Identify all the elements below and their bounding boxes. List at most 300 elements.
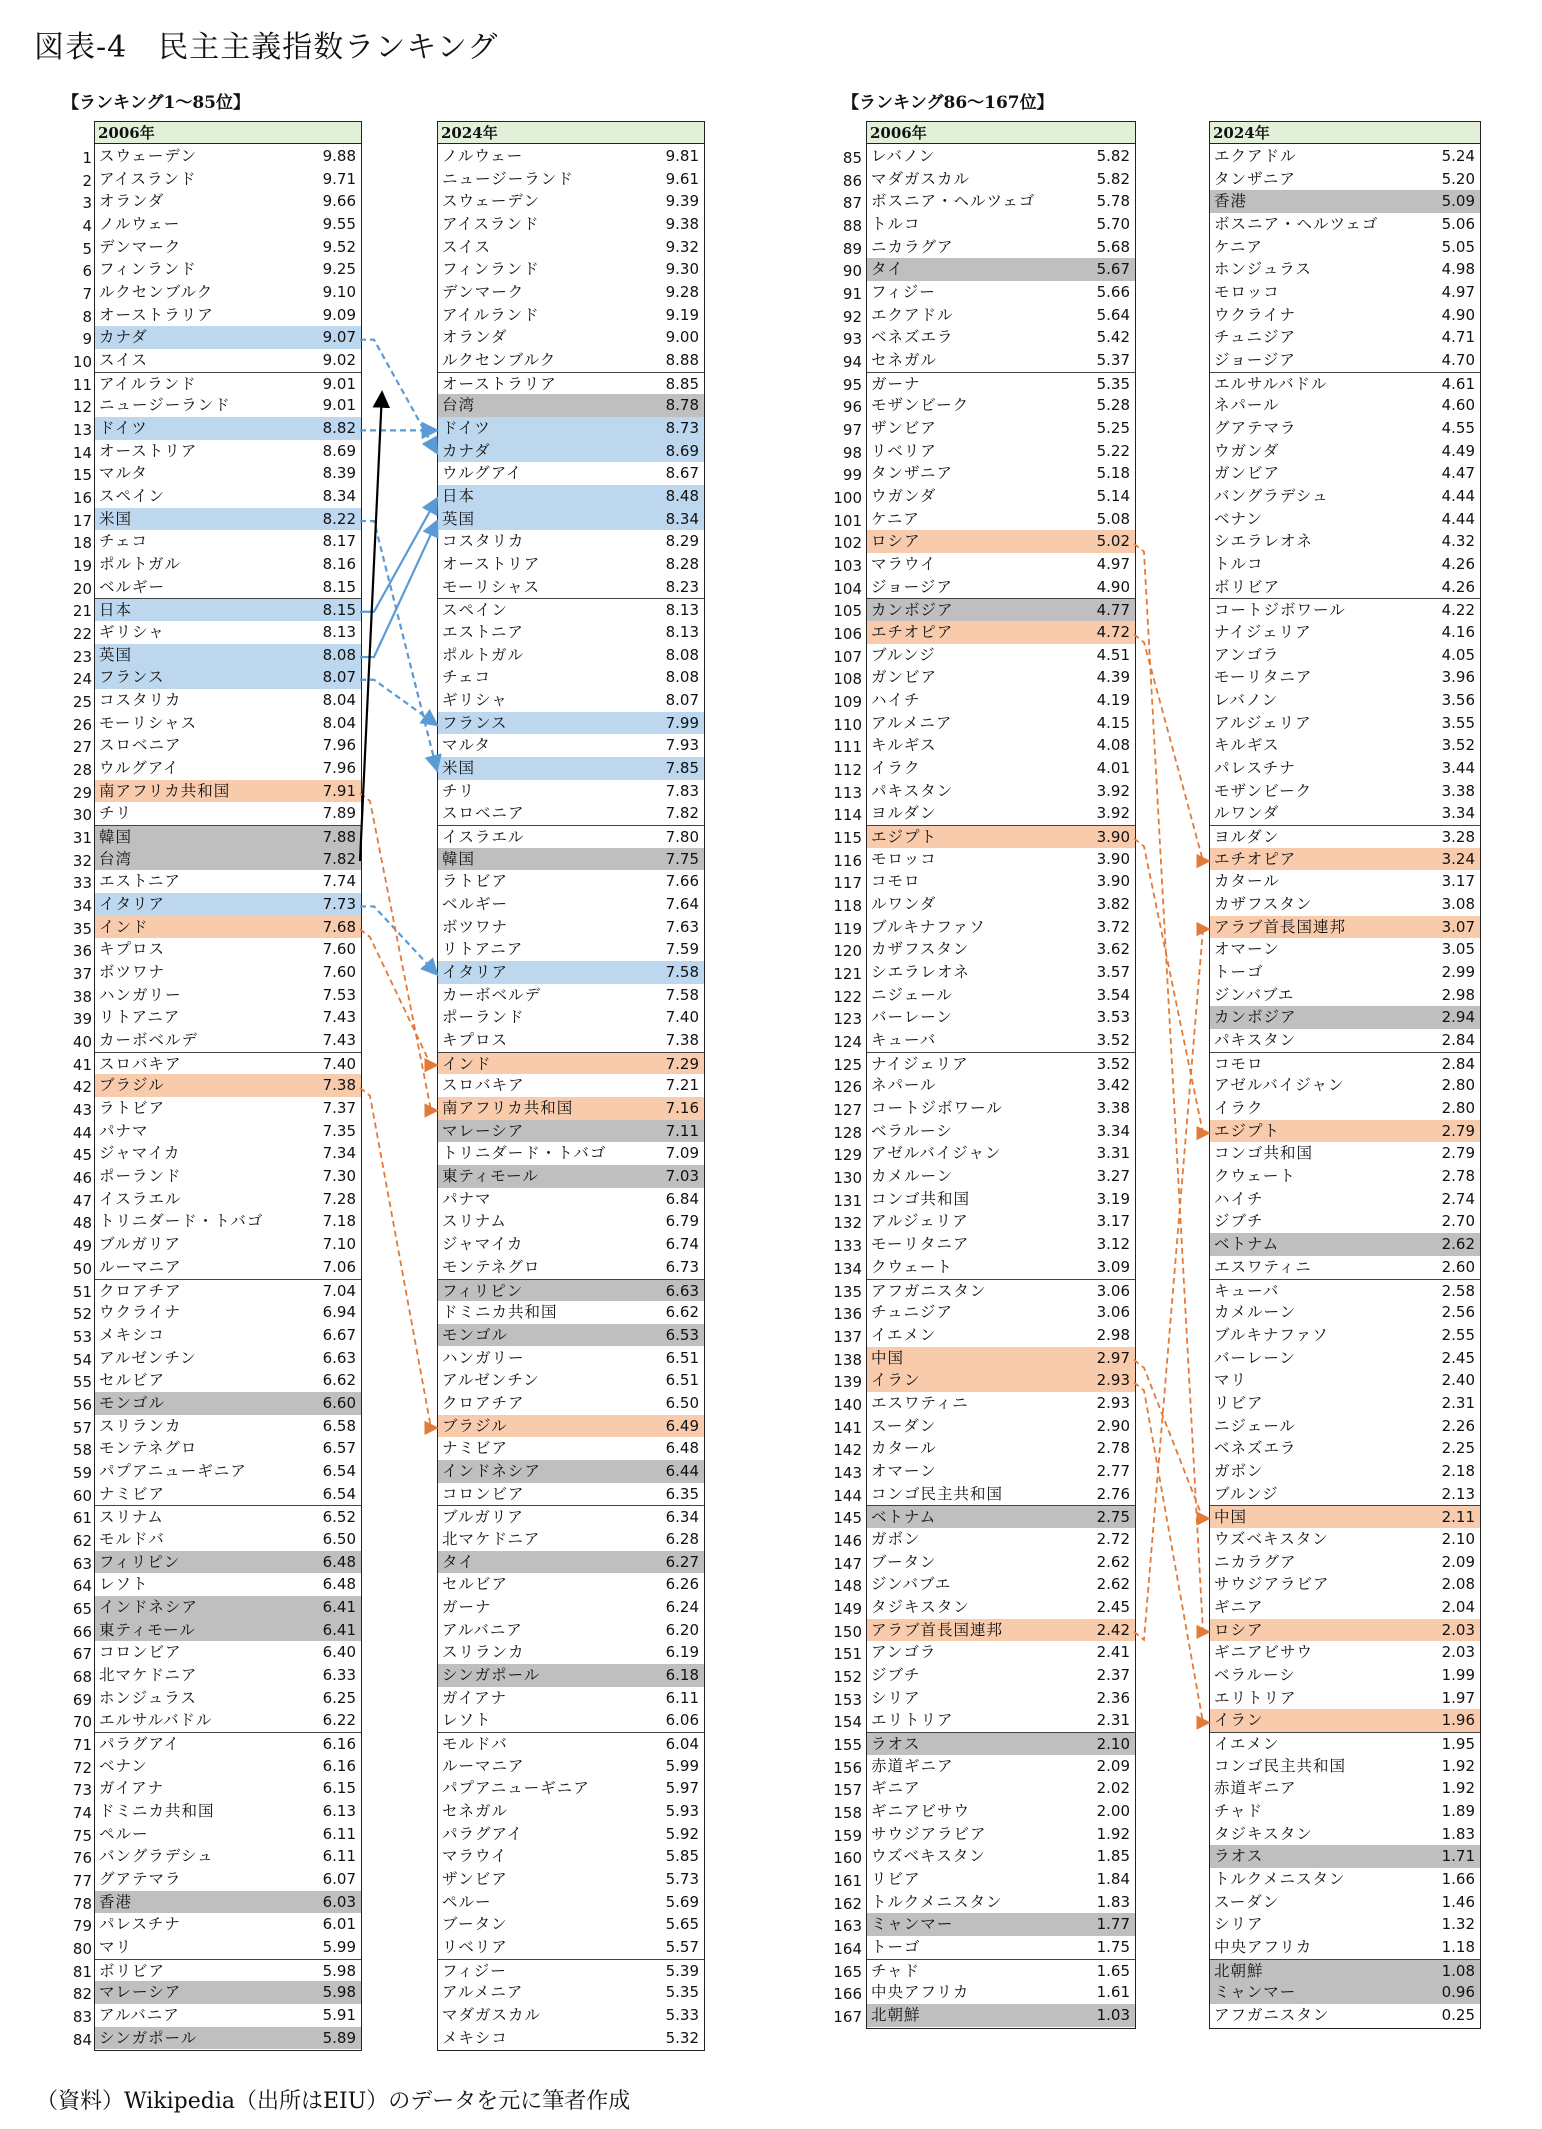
table-header-year: 2006年 xyxy=(95,122,361,144)
rank-number: 109 xyxy=(833,693,862,712)
index-score: 2.70 xyxy=(1441,1212,1475,1231)
rank-number: 28 xyxy=(72,761,92,780)
index-score: 3.19 xyxy=(1096,1189,1130,1208)
country-name: 東ティモール xyxy=(442,1167,539,1186)
index-score: 3.42 xyxy=(1096,1076,1130,1095)
country-name: アイスランド xyxy=(442,215,540,233)
country-name: スウェーデン xyxy=(442,192,541,211)
index-score: 4.60 xyxy=(1441,396,1475,415)
index-score: 7.43 xyxy=(322,1031,356,1050)
rank-number: 83 xyxy=(72,2007,92,2026)
country-name: レバノン xyxy=(871,147,936,165)
country-name: ボリビア xyxy=(99,1961,166,1980)
rank-number: 77 xyxy=(72,1871,92,1890)
index-score: 4.98 xyxy=(1441,260,1475,279)
country-name: ニジェール xyxy=(1214,1416,1296,1435)
index-score: 3.90 xyxy=(1096,849,1130,868)
country-name: アイスランド xyxy=(99,169,197,188)
country-name: ネパール xyxy=(871,1076,937,1095)
index-score: 5.66 xyxy=(1096,283,1130,302)
country-name: スペイン xyxy=(442,601,509,620)
country-name: リビア xyxy=(1214,1393,1264,1412)
country-name: インド xyxy=(442,1054,492,1073)
rank-number: 148 xyxy=(833,1577,862,1596)
index-score: 9.88 xyxy=(322,147,356,165)
rank-number: 14 xyxy=(72,443,92,462)
index-score: 6.11 xyxy=(665,1688,699,1707)
country-name: アンゴラ xyxy=(1214,645,1280,664)
country-name: ルクセンブルク xyxy=(442,351,557,370)
country-name: カナダ xyxy=(99,328,148,347)
country-name: グアテマラ xyxy=(99,1869,182,1888)
index-score: 6.11 xyxy=(322,1847,356,1866)
index-score: 9.28 xyxy=(665,283,699,302)
index-score: 6.16 xyxy=(322,1734,356,1753)
index-score: 3.28 xyxy=(1441,828,1475,847)
index-score: 2.93 xyxy=(1096,1393,1130,1412)
page-title: 図表-4 民主主義指数ランキング xyxy=(34,30,499,65)
rank-number: 108 xyxy=(833,670,862,689)
country-name: エジプト xyxy=(871,828,938,847)
country-name: ヨルダン xyxy=(871,804,937,823)
index-score: 2.00 xyxy=(1096,1801,1130,1820)
rank-number: 73 xyxy=(72,1781,92,1800)
country-name: アルジェリア xyxy=(1214,713,1312,732)
country-name: ガイアナ xyxy=(442,1688,508,1707)
rank-number: 106 xyxy=(833,625,862,644)
rank-number: 130 xyxy=(833,1169,862,1188)
index-score: 5.20 xyxy=(1441,169,1475,188)
rank-number: 125 xyxy=(833,1055,862,1074)
index-score: 2.11 xyxy=(1441,1508,1475,1527)
country-name: ジブチ xyxy=(871,1665,921,1684)
index-score: 1.96 xyxy=(1441,1711,1475,1730)
country-name: シンガポール xyxy=(99,2028,198,2047)
rank-number: 58 xyxy=(72,1441,92,1460)
country-name: スロバキア xyxy=(99,1054,182,1073)
index-score: 7.03 xyxy=(665,1167,699,1186)
rank-number: 164 xyxy=(833,1939,862,1958)
index-score: 5.24 xyxy=(1441,147,1475,165)
rank-number: 79 xyxy=(72,1917,92,1936)
index-score: 9.52 xyxy=(322,237,356,256)
index-score: 7.34 xyxy=(322,1144,356,1163)
rank-number: 123 xyxy=(833,1010,862,1029)
country-name: モーリタニア xyxy=(871,1235,970,1254)
country-name: トルクメニスタン xyxy=(871,1892,1003,1911)
index-score: 4.26 xyxy=(1441,577,1475,596)
rank-number: 159 xyxy=(833,1826,862,1845)
rank-number: 59 xyxy=(72,1463,92,1482)
country-name: アルジェリア xyxy=(871,1212,969,1231)
country-name: ジブチ xyxy=(1214,1212,1264,1231)
country-name: 北マケドニア xyxy=(442,1529,541,1548)
country-name: イスラエル xyxy=(442,828,525,847)
country-name: トーゴ xyxy=(871,1937,921,1956)
country-name: ガーナ xyxy=(871,374,921,393)
rank-number: 87 xyxy=(842,194,862,213)
country-name: イエメン xyxy=(1214,1734,1280,1753)
country-name: ネパール xyxy=(1214,396,1280,415)
country-name: ガーナ xyxy=(442,1597,492,1616)
index-score: 2.62 xyxy=(1441,1235,1475,1254)
country-name: メキシコ xyxy=(442,2028,508,2047)
rank-number: 121 xyxy=(833,965,862,984)
country-name: ペルー xyxy=(99,1824,149,1843)
index-score: 7.75 xyxy=(665,849,699,868)
country-name: エクアドル xyxy=(871,305,954,324)
table-header-year: 2006年 xyxy=(867,122,1135,144)
country-name: マリ xyxy=(99,1937,133,1956)
index-score: 2.98 xyxy=(1441,985,1475,1004)
index-score: 9.38 xyxy=(665,215,699,233)
index-score: 5.35 xyxy=(1096,374,1130,393)
country-name: エスワティニ xyxy=(1214,1257,1312,1276)
country-name: パキスタン xyxy=(1214,1031,1297,1050)
index-score: 5.39 xyxy=(665,1961,699,1980)
country-name: ハイチ xyxy=(1214,1189,1264,1208)
index-score: 1.77 xyxy=(1096,1915,1130,1934)
country-name: 中央アフリカ xyxy=(871,1983,970,2002)
index-score: 7.38 xyxy=(322,1076,356,1095)
rank-number: 89 xyxy=(842,239,862,258)
country-name: ブータン xyxy=(871,1552,937,1571)
index-score: 5.69 xyxy=(665,1892,699,1911)
index-score: 5.97 xyxy=(665,1779,699,1798)
rank-number: 42 xyxy=(72,1078,92,1097)
index-score: 6.63 xyxy=(322,1348,356,1367)
country-name: モルドバ xyxy=(99,1529,165,1548)
index-score: 5.06 xyxy=(1441,215,1475,233)
index-score: 5.18 xyxy=(1096,464,1130,483)
index-score: 4.15 xyxy=(1096,713,1130,732)
country-name: マルタ xyxy=(442,736,491,755)
index-score: 6.06 xyxy=(665,1711,699,1730)
country-name: アルバニア xyxy=(99,2005,180,2024)
rank-number: 119 xyxy=(833,919,862,938)
country-name: パプアニューギニア xyxy=(442,1779,590,1798)
country-name: 韓国 xyxy=(99,828,133,847)
index-score: 7.74 xyxy=(322,872,356,891)
country-name: ジャマイカ xyxy=(442,1235,524,1254)
rank-number: 110 xyxy=(833,715,862,734)
country-name: ギニア xyxy=(871,1779,921,1798)
index-score: 5.99 xyxy=(665,1756,699,1775)
country-name: オマーン xyxy=(871,1461,937,1480)
index-score: 5.70 xyxy=(1096,215,1130,233)
country-name: スペイン xyxy=(99,487,166,506)
index-score: 6.58 xyxy=(322,1416,356,1435)
index-score: 6.51 xyxy=(665,1371,699,1390)
rank-number: 49 xyxy=(72,1237,92,1256)
index-score: 8.08 xyxy=(665,668,699,687)
index-score: 2.94 xyxy=(1441,1008,1475,1027)
index-score: 1.84 xyxy=(1096,1869,1130,1888)
index-score: 3.44 xyxy=(1441,759,1475,778)
index-score: 8.16 xyxy=(322,555,356,574)
index-score: 5.02 xyxy=(1096,532,1130,551)
index-score: 3.52 xyxy=(1096,1054,1130,1073)
country-name: デンマーク xyxy=(442,283,525,302)
rank-number: 52 xyxy=(72,1305,92,1324)
index-score: 6.73 xyxy=(665,1257,699,1276)
index-score: 6.44 xyxy=(665,1461,699,1480)
country-name: シエラレオネ xyxy=(1214,532,1313,551)
country-name: リビア xyxy=(871,1869,921,1888)
index-score: 8.78 xyxy=(665,396,699,415)
country-name: 韓国 xyxy=(442,849,476,868)
country-name: セネガル xyxy=(871,351,938,370)
index-score: 8.28 xyxy=(665,555,699,574)
index-score: 5.57 xyxy=(665,1937,699,1956)
country-name: キルギス xyxy=(871,736,937,755)
country-name: ブルキナファソ xyxy=(1214,1325,1329,1344)
country-name: エチオピア xyxy=(871,623,954,642)
index-score: 5.33 xyxy=(665,2005,699,2024)
country-name: チュニジア xyxy=(871,1303,954,1322)
country-name: ジョージア xyxy=(1214,351,1296,370)
index-score: 6.50 xyxy=(665,1393,699,1412)
index-score: 2.62 xyxy=(1096,1552,1130,1571)
country-name: フィジー xyxy=(871,283,936,302)
country-name: フィリピン xyxy=(99,1552,181,1571)
country-name: ベルギー xyxy=(442,895,509,914)
index-score: 2.76 xyxy=(1096,1484,1130,1503)
country-name: 北朝鮮 xyxy=(1214,1961,1264,1980)
country-name: ジョージア xyxy=(871,577,953,596)
country-name: フィリピン xyxy=(442,1281,524,1300)
country-name: エクアドル xyxy=(1214,147,1297,165)
country-name: 台湾 xyxy=(442,396,476,415)
index-score: 5.64 xyxy=(1096,305,1130,324)
country-name: ラトビア xyxy=(99,1099,166,1118)
index-score: 7.66 xyxy=(665,872,699,891)
index-score: 7.29 xyxy=(665,1054,699,1073)
country-name: カメルーン xyxy=(1214,1303,1297,1322)
index-score: 8.39 xyxy=(322,464,356,483)
country-name: サウジアラビア xyxy=(1214,1575,1330,1594)
country-name: カンボジア xyxy=(1214,1008,1297,1027)
country-name: イタリア xyxy=(442,963,509,982)
rank-number: 11 xyxy=(72,375,92,394)
country-name: リベリア xyxy=(871,441,937,460)
arrow-orange xyxy=(360,793,437,1110)
index-score: 2.42 xyxy=(1096,1620,1130,1639)
country-name: ボスニア・ヘルツェゴ xyxy=(1214,215,1379,233)
rank-number: 7 xyxy=(82,285,92,304)
index-score: 2.31 xyxy=(1096,1711,1130,1730)
rank-number: 141 xyxy=(833,1418,862,1437)
rank-number: 165 xyxy=(833,1962,862,1981)
country-name: コートジボワール xyxy=(1214,601,1346,620)
rank-number: 57 xyxy=(72,1418,92,1437)
index-score: 2.56 xyxy=(1441,1303,1475,1322)
country-name: デンマーク xyxy=(99,237,182,256)
country-name: トルコ xyxy=(871,215,921,233)
index-score: 7.53 xyxy=(322,985,356,1004)
country-name: ケニア xyxy=(871,509,920,528)
index-score: 1.66 xyxy=(1441,1869,1475,1888)
arrow-blue xyxy=(360,680,437,725)
index-score: 6.57 xyxy=(322,1439,356,1458)
country-name: ギニアビサウ xyxy=(871,1801,971,1820)
rank-number: 95 xyxy=(842,375,862,394)
country-name: パレスチナ xyxy=(99,1915,181,1934)
index-score: 7.83 xyxy=(665,781,699,800)
index-score: 5.37 xyxy=(1096,351,1130,370)
index-score: 2.58 xyxy=(1441,1281,1475,1300)
index-score: 7.64 xyxy=(665,895,699,914)
index-score: 8.08 xyxy=(665,645,699,664)
index-score: 6.01 xyxy=(322,1915,356,1934)
index-score: 7.28 xyxy=(322,1189,356,1208)
rank-number: 72 xyxy=(72,1758,92,1777)
country-name: イタリア xyxy=(99,895,166,914)
index-score: 7.60 xyxy=(322,940,356,959)
index-score: 2.99 xyxy=(1441,963,1475,982)
country-name: モーリシャス xyxy=(99,713,198,732)
rank-number: 63 xyxy=(72,1554,92,1573)
index-score: 7.09 xyxy=(665,1144,699,1163)
index-score: 1.18 xyxy=(1441,1937,1475,1956)
rank-number: 113 xyxy=(833,783,862,802)
index-score: 1.65 xyxy=(1096,1961,1130,1980)
country-name: カタール xyxy=(1214,872,1280,891)
arrow-black xyxy=(360,392,382,861)
country-name: カンボジア xyxy=(871,601,954,620)
rank-number: 116 xyxy=(833,851,862,870)
index-score: 5.93 xyxy=(665,1801,699,1820)
index-score: 7.38 xyxy=(665,1031,699,1050)
country-name: セルビア xyxy=(99,1371,166,1390)
index-score: 4.22 xyxy=(1441,601,1475,620)
rank-number: 139 xyxy=(833,1373,862,1392)
country-name: クウェート xyxy=(871,1257,953,1276)
index-score: 2.77 xyxy=(1096,1461,1130,1480)
rank-number: 84 xyxy=(72,2030,92,2049)
country-name: イスラエル xyxy=(99,1189,182,1208)
index-score: 8.88 xyxy=(665,351,699,370)
rank-number: 86 xyxy=(842,171,862,190)
country-name: ナミビア xyxy=(442,1439,509,1458)
index-score: 5.28 xyxy=(1096,396,1130,415)
index-score: 1.95 xyxy=(1441,1734,1475,1753)
country-name: パナマ xyxy=(442,1189,492,1208)
index-score: 6.60 xyxy=(322,1393,356,1412)
index-score: 1.92 xyxy=(1096,1824,1130,1843)
country-name: ペルー xyxy=(442,1892,492,1911)
country-name: マリ xyxy=(1214,1371,1248,1390)
rank-number: 143 xyxy=(833,1463,862,1482)
index-score: 3.06 xyxy=(1096,1303,1130,1322)
index-score: 1.71 xyxy=(1441,1847,1475,1866)
arrow-orange xyxy=(360,1088,437,1428)
index-score: 3.96 xyxy=(1441,668,1475,687)
country-name: オーストリア xyxy=(99,441,198,460)
index-score: 3.17 xyxy=(1441,872,1475,891)
rank-number: 26 xyxy=(72,715,92,734)
country-name: ベラルーシ xyxy=(871,1121,953,1140)
rank-number: 60 xyxy=(72,1486,92,1505)
country-name: モザンビーク xyxy=(871,396,970,415)
rank-number: 144 xyxy=(833,1486,862,1505)
index-score: 4.90 xyxy=(1441,305,1475,324)
country-name: ギニア xyxy=(1214,1597,1264,1616)
country-name: リベリア xyxy=(442,1937,508,1956)
country-name: キルギス xyxy=(1214,736,1280,755)
country-name: モロッコ xyxy=(871,849,937,868)
index-score: 3.92 xyxy=(1096,781,1130,800)
country-name: コロンビア xyxy=(99,1643,182,1662)
index-score: 2.13 xyxy=(1441,1484,1475,1503)
country-name: カーボベルデ xyxy=(99,1031,199,1050)
rank-number: 81 xyxy=(72,1962,92,1981)
index-score: 4.01 xyxy=(1096,759,1130,778)
country-name: ブルキナファソ xyxy=(871,917,986,936)
index-score: 3.34 xyxy=(1096,1121,1130,1140)
rank-number: 78 xyxy=(72,1894,92,1913)
country-name: スロバキア xyxy=(442,1076,525,1095)
index-score: 5.98 xyxy=(322,1983,356,2002)
index-score: 3.06 xyxy=(1096,1281,1130,1300)
index-score: 2.60 xyxy=(1441,1257,1475,1276)
country-name: 中央アフリカ xyxy=(1214,1937,1313,1956)
country-name: パレスチナ xyxy=(1214,759,1296,778)
country-name: モンゴル xyxy=(99,1393,166,1412)
country-name: フィジー xyxy=(442,1961,507,1980)
left-section-label: 【ランキング1～85位】 xyxy=(62,93,250,113)
country-name: ベラルーシ xyxy=(1214,1665,1296,1684)
index-score: 5.82 xyxy=(1096,169,1130,188)
country-name: モーリタニア xyxy=(1214,668,1313,687)
index-score: 6.16 xyxy=(322,1756,356,1775)
index-score: 6.41 xyxy=(322,1620,356,1639)
index-score: 2.93 xyxy=(1096,1371,1130,1390)
index-score: 4.97 xyxy=(1096,555,1130,574)
rank-number: 32 xyxy=(72,851,92,870)
rank-number: 134 xyxy=(833,1259,862,1278)
rank-number: 133 xyxy=(833,1237,862,1256)
rank-number: 38 xyxy=(72,987,92,1006)
index-score: 7.82 xyxy=(665,804,699,823)
index-score: 4.71 xyxy=(1441,328,1475,347)
index-score: 3.12 xyxy=(1096,1235,1130,1254)
country-name: ベナン xyxy=(1214,509,1263,528)
country-name: ハンガリー xyxy=(99,985,182,1004)
index-score: 2.09 xyxy=(1441,1552,1475,1571)
index-score: 3.38 xyxy=(1096,1099,1130,1118)
rank-number: 100 xyxy=(833,489,862,508)
rank-number: 62 xyxy=(72,1531,92,1550)
index-score: 7.60 xyxy=(322,963,356,982)
country-name: トルコ xyxy=(1214,555,1264,574)
country-name: ウクライナ xyxy=(1214,305,1297,324)
arrow-orange xyxy=(1134,1360,1209,1519)
index-score: 1.61 xyxy=(1096,1983,1130,2002)
country-name: トーゴ xyxy=(1214,963,1264,982)
country-name: チャド xyxy=(871,1961,921,1980)
index-score: 4.05 xyxy=(1441,645,1475,664)
index-score: 6.53 xyxy=(665,1325,699,1344)
rank-number: 131 xyxy=(833,1191,862,1210)
index-score: 7.16 xyxy=(665,1099,699,1118)
index-score: 6.18 xyxy=(665,1665,699,1684)
country-name: アフガニスタン xyxy=(871,1281,987,1300)
country-name: マダガスカル xyxy=(871,169,971,188)
index-score: 1.97 xyxy=(1441,1688,1475,1707)
rank-number: 122 xyxy=(833,987,862,1006)
index-score: 5.08 xyxy=(1096,509,1130,528)
